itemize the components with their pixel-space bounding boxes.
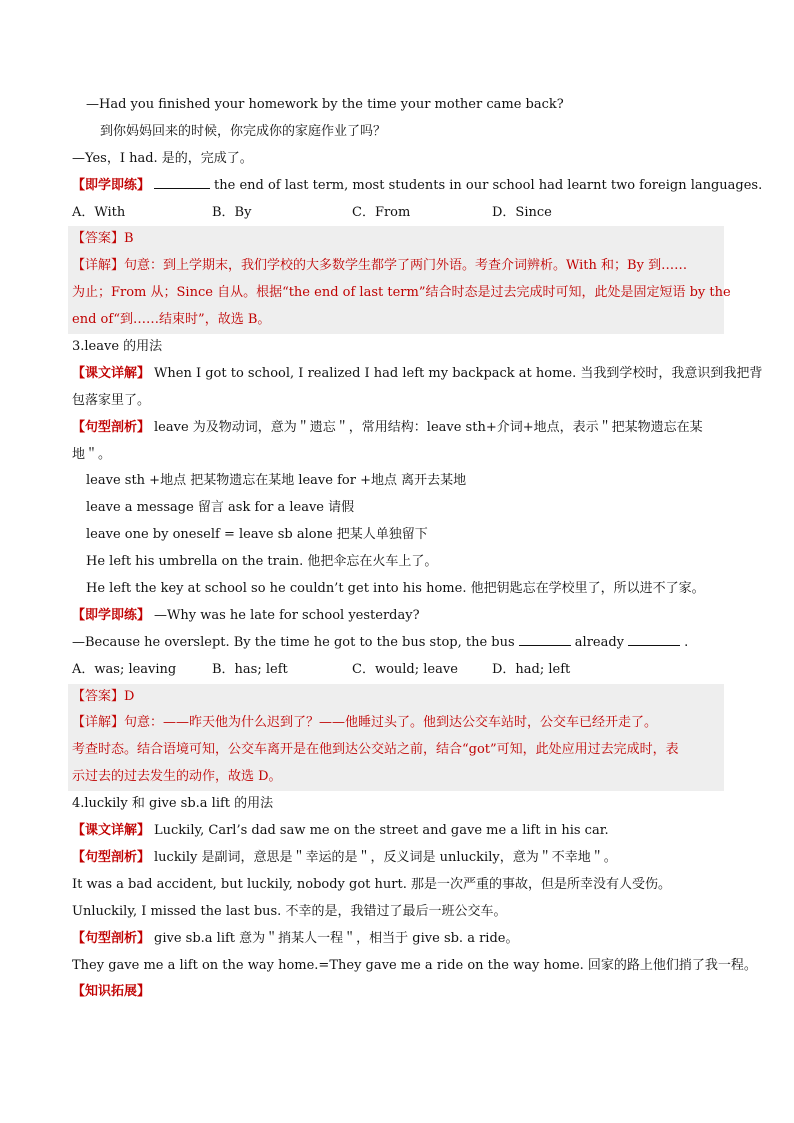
answer-blank <box>519 632 571 646</box>
analysis-label: 【句型剖析】 <box>72 849 151 865</box>
detail-line-3: end of“到……结束时”，故选 B。 <box>72 312 271 328</box>
usage-line-3: leave one by oneself = leave sb alone 把某人单独留下 <box>86 527 428 543</box>
example-line-1: It was a bad accident, but luckily, nobody got hurt. 那是一次严重的事故，但是所幸没有人受伤。 <box>72 876 671 892</box>
example-line-3: They gave me a lift on the way home.=They gave me a ride on the way home. 回家的路上他们捎了我一程。 <box>72 957 757 973</box>
dialogue-question: —Had you finished your homework by the time your mother came back? <box>86 97 564 112</box>
dialogue-question-cn: 到你妈妈回来的时候，你完成你的家庭作业了吗？ <box>100 123 387 139</box>
analysis-label: 【句型剖析】 <box>72 930 151 946</box>
text-explain-label: 【课文详解】 <box>72 823 151 839</box>
answer-label: 【答案】 <box>72 688 125 704</box>
usage-line-1: leave sth +地点 把某物遗忘在某地 leave for +地点 离开去某地 <box>86 473 467 489</box>
answer-line <box>72 226 724 253</box>
usage-line-4: He left his umbrella on the train. 他把伞忘在火车上了。 <box>86 554 438 570</box>
answer-label: 【答案】 <box>72 231 125 247</box>
detail-line-2: 考查时态。结合语境可知，公交车离开是在他到达公交站之前，结合“got”可知，此处应用过去完成时，表 <box>72 742 679 758</box>
section-4-analysis <box>72 845 724 872</box>
document-page <box>72 92 763 1006</box>
knowledge-extension <box>72 979 724 1006</box>
text-explain-label: 【课文详解】 <box>72 365 151 381</box>
option-a: A．was; leaving <box>72 661 177 677</box>
section-3-analysis <box>72 415 724 442</box>
section-4-text-explain <box>72 818 724 845</box>
exercise-1-text: the end of last term, most students in our school had learnt two foreign languages. <box>214 177 763 193</box>
detail-line-1 <box>72 710 724 737</box>
analysis-text: luckily 是副词，意思是＂幸运的是＂，反义词是 unluckily，意为＂不幸地＂。 <box>154 849 617 865</box>
detail-text: 句意：——昨天他为什么迟到了？——他睡过头了。他到达公交车站时，公交车已经开走了。 <box>124 715 658 731</box>
answer-line <box>72 684 724 711</box>
option-d: D．had; left <box>492 661 571 677</box>
answer-box-1 <box>68 226 731 334</box>
exercise-label: 【即学即练】 <box>72 177 151 193</box>
detail-line-2: 为止；From 从；Since 自从。根据“the end of last term”结合时态是过去完成时可知，此处是固定短语 by the <box>72 285 731 301</box>
answer-value: B <box>124 231 134 247</box>
answer-value: D <box>124 688 135 704</box>
usage-line-5: He left the key at school so he couldn’t get into his home. 他把钥匙忘在学校里了，所以进不了家。 <box>86 581 705 597</box>
text-explain: When I got to school, I realized I had left my backpack at home. 当我到学校时，我意识到我把背 <box>154 365 763 381</box>
option-b: B．By <box>212 204 252 220</box>
answer-box-2 <box>68 684 724 792</box>
detail-line-1 <box>72 253 724 280</box>
section-4-heading: 4.luckily 和 give sb.a lift 的用法 <box>72 796 274 812</box>
detail-line-3: 示过去的过去发生的动作，故选 D。 <box>72 769 282 785</box>
exercise-2-q2-a: —Because he overslept. By the time he got to the bus stop, the bus <box>72 634 515 650</box>
exercise-2-q1: —Why was he late for school yesterday? <box>154 607 420 623</box>
section-3-analysis-cont: 地＂。 <box>72 446 112 462</box>
exercise-1-question <box>72 173 763 200</box>
exercise-2-q2-c: . <box>684 634 689 650</box>
analysis-text: give sb.a lift 意为＂捎某人一程＂，相当于 give sb. a ride。 <box>154 930 519 946</box>
example-line-2: Unluckily, I missed the last bus. 不幸的是，我错过了最后一班公交车。 <box>72 903 507 919</box>
section-4-analysis-2 <box>72 926 724 953</box>
detail-label: 【详解】 <box>72 258 125 274</box>
option-a: A．With <box>72 204 126 220</box>
exercise-label: 【即学即练】 <box>72 607 151 623</box>
option-b: B．has; left <box>212 661 288 677</box>
option-d: D．Since <box>492 204 552 220</box>
analysis-label: 【句型剖析】 <box>72 419 151 435</box>
detail-label: 【详解】 <box>72 715 125 731</box>
analysis-text: leave 为及物动词，意为＂遗忘＂，常用结构：leave sth+介词+地点，表示＂把某物遗忘在某 <box>154 419 703 435</box>
exercise-2-question-2 <box>72 630 724 657</box>
knowledge-extension-label: 【知识拓展】 <box>72 984 151 1000</box>
answer-blank <box>628 632 680 646</box>
dialogue-answer: —Yes，I had. 是的，完成了。 <box>72 150 253 166</box>
text-explain: Luckily, Carl’s dad saw me on the street and gave me a lift in his car. <box>154 823 609 839</box>
section-3-heading: 3.leave 的用法 <box>72 339 163 355</box>
section-3-text-explain <box>72 361 763 388</box>
exercise-2-question-1 <box>72 603 724 630</box>
section-3-text-explain-cont: 包落家里了。 <box>72 392 151 408</box>
exercise-1-options <box>72 200 724 227</box>
answer-blank <box>154 175 210 189</box>
option-c: C．From <box>352 204 411 220</box>
option-c: C．would; leave <box>352 661 458 677</box>
exercise-2-options <box>72 657 724 684</box>
exercise-2-q2-b: already <box>574 634 625 650</box>
usage-line-2: leave a message 留言 ask for a leave 请假 <box>86 500 355 516</box>
detail-text: 句意：到上学期末，我们学校的大多数学生都学了两门外语。考查介词辨析。With 和；By 到…… <box>124 258 688 274</box>
